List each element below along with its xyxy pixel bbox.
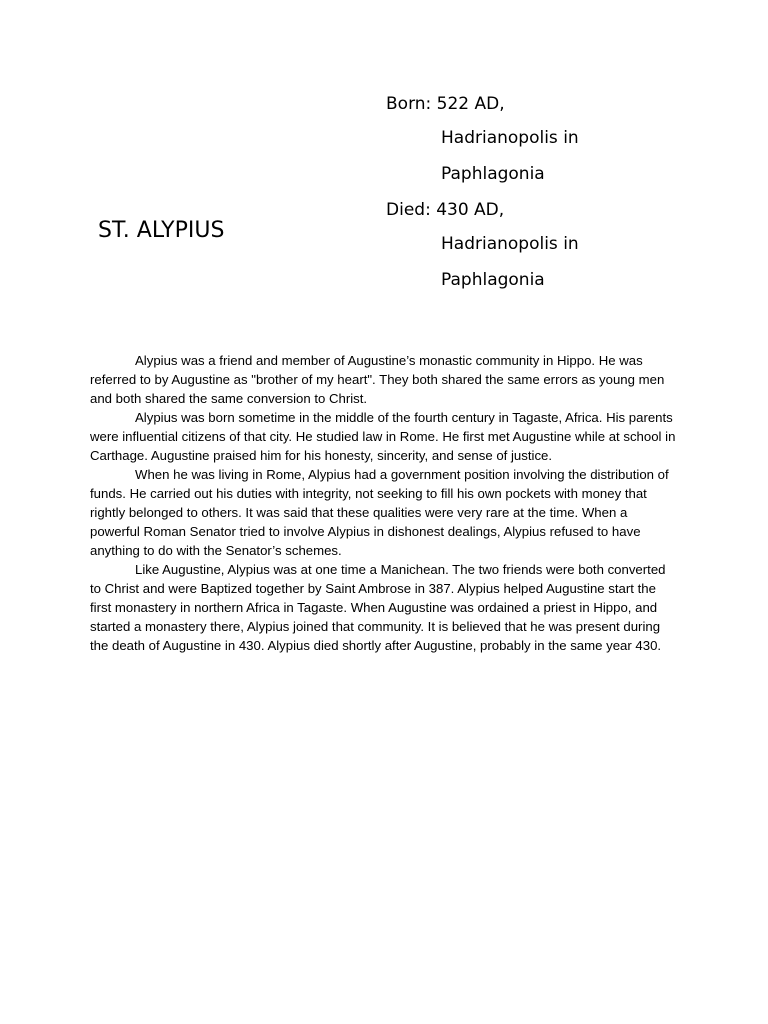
died-place-line: Hadrianopolis in bbox=[441, 234, 579, 254]
paragraph: Alypius was born sometime in the middle of the fourth century in Tagaste, Africa. His parents were influential citizens of that city. He studied law in Rome. He first met Augustine while at school in Carthage. Augustine praised him for his honesty, sincerity, and sense of justice. bbox=[90, 410, 676, 463]
died-line: Died: 430 AD, bbox=[386, 200, 505, 220]
born-place-line: Hadrianopolis in bbox=[441, 128, 579, 148]
born-region-line: Paphlagonia bbox=[441, 164, 545, 184]
died-region-line: Paphlagonia bbox=[441, 270, 545, 290]
page-title: ST. ALYPIUS bbox=[98, 218, 225, 243]
paragraph: Alypius was a friend and member of Augustine’s monastic community in Hippo. He was referred to by Augustine as "brother of my heart". They both shared the same errors as young men and both shared the same conversion to Christ. bbox=[90, 353, 665, 406]
body-text bbox=[90, 351, 680, 655]
biography-facts bbox=[386, 90, 746, 302]
born-line: Born: 522 AD, bbox=[386, 94, 505, 114]
paragraph: When he was living in Rome, Alypius had a government position involving the distribution of funds. He carried out his duties with integrity, not seeking to fill his own pockets with money that rightly belonged to others. It was said that these qualities were very rare at the time. When a powerful Roman Senator tried to involve Alypius in dishonest dealings, Alypius refused to have anything to do with the Senator’s schemes. bbox=[90, 467, 669, 558]
paragraph: Like Augustine, Alypius was at one time a Manichean. The two friends were both converted to Christ and were Baptized together by Saint Ambrose in 387. Alypius helped Augustine start the first monastery in northern Africa in Tagaste. When Augustine was ordained a priest in Hippo, and started a monastery there, Alypius joined that community. It is believed that he was present during the death of Augustine in 430. Alypius died shortly after Augustine, probably in the same year 430. bbox=[90, 562, 666, 653]
